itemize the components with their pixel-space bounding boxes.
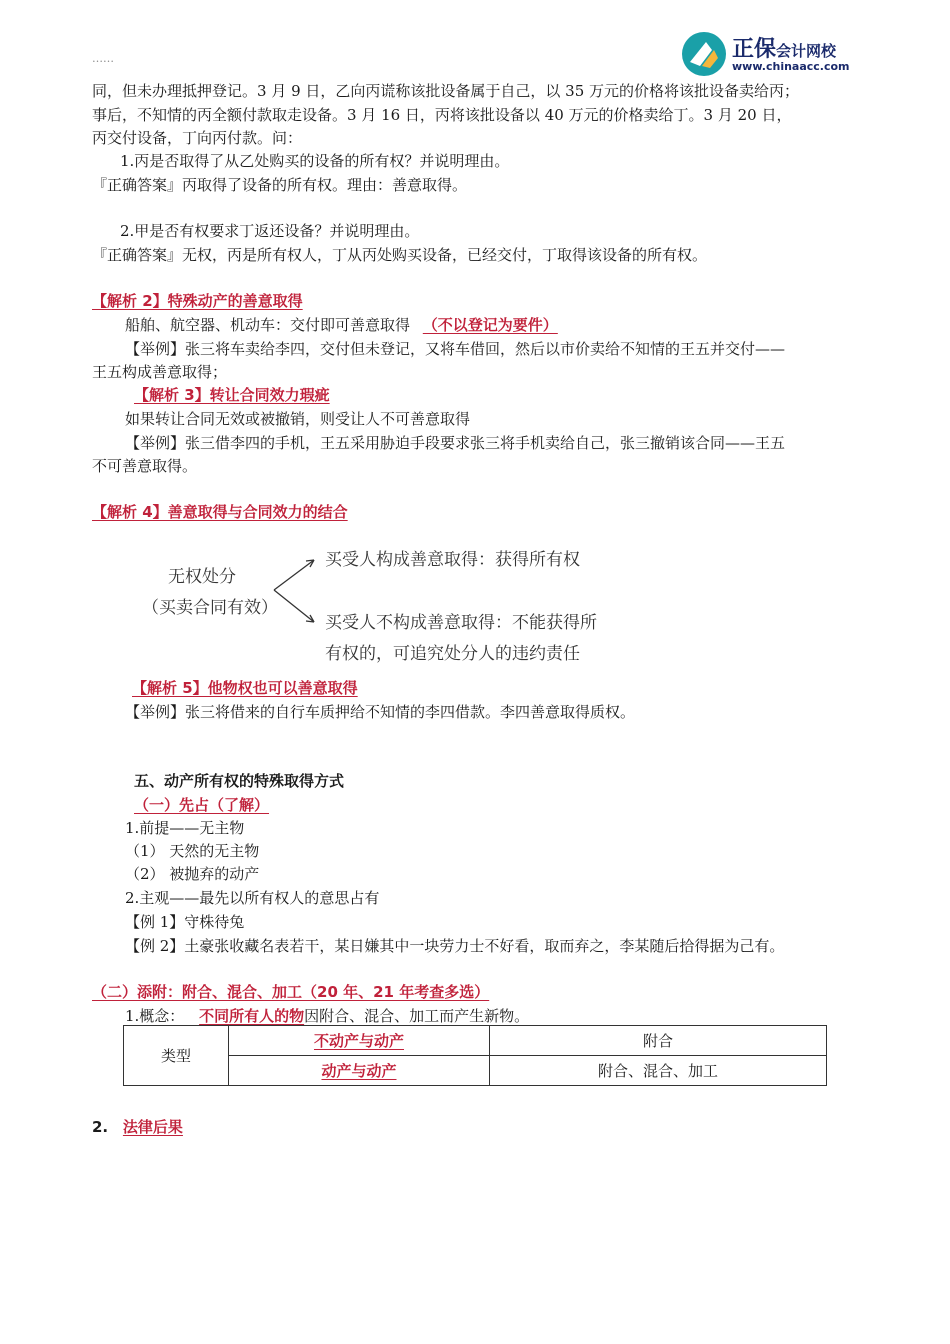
- company-logo: [680, 30, 870, 78]
- premise-b: （2） 被抛弃的动产: [125, 865, 260, 883]
- example-2: 【例 2】土豪张收藏名表若干，某日嫌其中一块劳力士不好看，取而弃之，李某随后拾得据为己有。: [125, 937, 785, 955]
- table-cell-kind: 附合: [490, 1026, 827, 1056]
- case-line-2: 事后，不知情的丙全额付款取走设备。3 月 16 日，丙将该批设备以 40 万元的价格卖给丁。3 月 20 日，: [92, 106, 792, 124]
- example-1: 【例 1】守株待兔: [125, 913, 245, 931]
- diagram-branch-arrows: [270, 548, 330, 628]
- analysis-2-example-1: 【举例】张三将车卖给李四，交付但未登记，又将车借回，然后以市价卖给不知情的王五并交付——: [125, 340, 786, 358]
- analysis-2-example-2: 王五构成善意取得；: [92, 363, 228, 381]
- case-line-3: 丙交付设备，丁向丙付款。问：: [92, 129, 303, 147]
- analysis-3-example-1: 【举例】张三借李四的手机，王五采用胁迫手段要求张三将手机卖给自己，张三撤销该合同——王五: [125, 434, 786, 452]
- premise-a: （1） 天然的无主物: [125, 842, 260, 860]
- table-cell-kind: 附合、混合、加工: [490, 1056, 827, 1086]
- concept-line: 1.概念： 不同所有人的物因附合、混合、加工而产生新物。: [125, 1007, 530, 1025]
- subjective-line: 2.主观——最先以所有权人的意思占有: [125, 889, 380, 907]
- table-cell-type: 动产与动产: [229, 1056, 490, 1086]
- diagram-left-1: 无权处分: [168, 567, 236, 587]
- logo-emblem-icon: [680, 30, 728, 78]
- diagram-bottom-1: 买受人不构成善意取得：不能获得所: [325, 613, 597, 633]
- table-row: [124, 1056, 827, 1086]
- analysis-3-line: 如果转让合同无效或被撤销，则受让人不可善意取得: [125, 410, 471, 428]
- legal-consequence-title: 法律后果: [122, 1118, 183, 1136]
- analysis-4-title: 【解析 4】善意取得与合同效力的结合: [92, 503, 348, 521]
- analysis-2-title: 【解析 2】特殊动产的善意取得: [92, 292, 303, 310]
- case-line-1: 同，但未办理抵押登记。3 月 9 日，乙向丙谎称该批设备属于自己，以 35 万元的价格将该批设备卖给丙；: [92, 82, 800, 100]
- answer-2: 『正确答案』无权，丙是所有权人，丁从丙处购买设备，已经交付，丁取得该设备的所有权。: [92, 246, 708, 264]
- legal-consequence-heading: 2. 法律后果: [92, 1118, 183, 1136]
- analysis-2-note: （不以登记为要件）: [422, 316, 558, 334]
- analysis-3-title: 【解析 3】转让合同效力瑕疵: [134, 386, 330, 404]
- diagram-left-2: （买卖合同有效）: [142, 598, 278, 618]
- table-cell-type: 不动产与动产: [229, 1026, 490, 1056]
- subsection-1-title: （一）先占（了解）: [134, 796, 270, 814]
- analysis-5-title: 【解析 5】他物权也可以善意取得: [132, 679, 358, 697]
- section-5-title: 五、动产所有权的特殊取得方式: [134, 772, 345, 790]
- analysis-2-line: 船舶、航空器、机动车：交付即可善意取得 （不以登记为要件）: [125, 316, 558, 334]
- question-1: 1.丙是否取得了从乙处购买的设备的所有权？并说明理由。: [120, 152, 510, 170]
- logo-url: www.chinaacc.com: [732, 60, 850, 73]
- answer-1: 『正确答案』丙取得了设备的所有权。理由：善意取得。: [92, 176, 468, 194]
- cut-off-line: ……: [92, 52, 114, 65]
- premise-line: 1.前提——无主物: [125, 819, 245, 837]
- accession-type-table: [123, 1025, 827, 1086]
- table-row: [124, 1026, 827, 1056]
- logo-brand: 正保会计网校: [732, 37, 837, 62]
- subsection-2-title: （二）添附：附合、混合、加工（20 年、21 年考查多选）: [92, 983, 490, 1001]
- analysis-3-example-2: 不可善意取得。: [92, 457, 198, 475]
- diagram-bottom-2: 有权的，可追究处分人的违约责任: [325, 644, 580, 664]
- table-header-cell: 类型: [124, 1026, 229, 1086]
- question-2: 2.甲是否有权要求丁返还设备？并说明理由。: [120, 222, 420, 240]
- analysis-5-example: 【举例】张三将借来的自行车质押给不知情的李四借款。李四善意取得质权。: [125, 703, 636, 721]
- concept-key: 不同所有人的物: [199, 1007, 305, 1025]
- diagram-top: 买受人构成善意取得：获得所有权: [325, 550, 580, 570]
